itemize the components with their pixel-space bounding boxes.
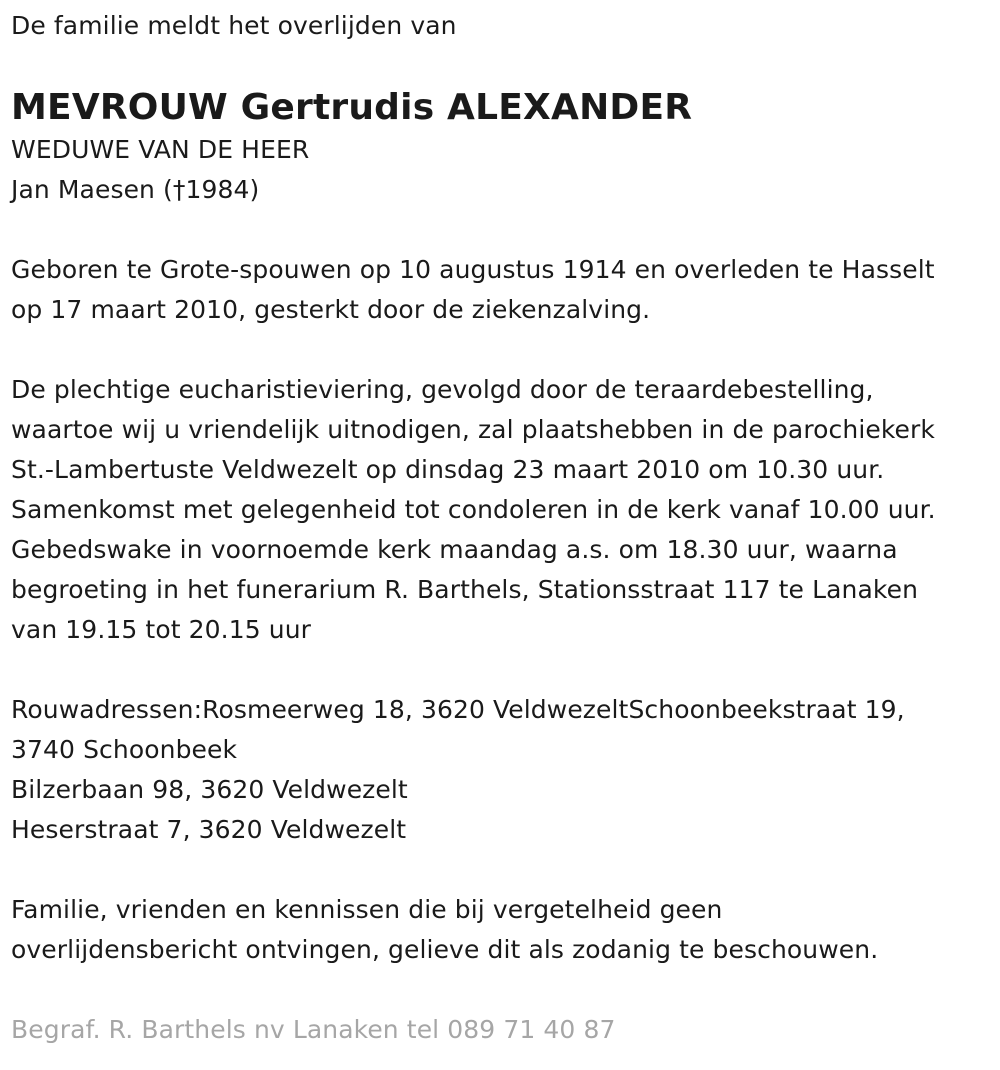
spacer xyxy=(11,850,1000,890)
paragraph-line: Geboren te Grote-spouwen op 10 augustus 1914 en overleden te Hasselt xyxy=(11,255,935,284)
intro-text: De familie meldt het overlijden van xyxy=(11,11,457,40)
address-line: Rouwadressen:Rosmeerweg 18, 3620 VeldwezeltSchoonbeekstraat 19, xyxy=(11,695,905,724)
paragraph-line: Gebedswake in voornoemde kerk maandag a.s. om 18.30 uur, waarna xyxy=(11,535,898,564)
cross-icon: † xyxy=(172,175,186,204)
ceremony-paragraph xyxy=(11,370,1000,650)
address-line: Bilzerbaan 98, 3620 Veldwezelt xyxy=(11,775,408,804)
spacer xyxy=(11,970,1000,1010)
paragraph-line: op 17 maart 2010, gesterkt door de ziekenzalving. xyxy=(11,295,651,324)
paragraph-line: overlijdensbericht ontvingen, gelieve dit als zodanig te beschouwen. xyxy=(11,935,879,964)
address-line: 3740 Schoonbeek xyxy=(11,735,238,764)
birth-death-paragraph xyxy=(11,250,1000,330)
spacer xyxy=(11,330,1000,370)
spouse-death-year: 1984) xyxy=(185,175,260,204)
paragraph-line: Samenkomst met gelegenheid tot condoleren in de kerk vanaf 10.00 uur. xyxy=(11,495,936,524)
address-line: Heserstraat 7, 3620 Veldwezelt xyxy=(11,815,407,844)
funeral-home-footer: Begraf. R. Barthels nv Lanaken tel 089 71 40 87 xyxy=(11,1015,616,1044)
spouse-name: Jan Maesen ( xyxy=(11,175,173,204)
closing-paragraph xyxy=(11,890,1000,970)
widow-of-text: WEDUWE VAN DE HEER xyxy=(11,135,310,164)
paragraph-line: De plechtige eucharistieviering, gevolgd door de teraardebestelling, xyxy=(11,375,874,404)
spacer xyxy=(11,650,1000,690)
spouse-line xyxy=(11,170,1000,210)
paragraph-line: Familie, vrienden en kennissen die bij vergetelheid geen xyxy=(11,895,723,924)
paragraph-line: van 19.15 tot 20.15 uur xyxy=(11,615,312,644)
paragraph-line: begroeting in het funerarium R. Barthels, Stationsstraat 117 te Lanaken xyxy=(11,575,919,604)
paragraph-line: waartoe wij u vriendelijk uitnodigen, zal plaatshebben in de parochiekerk xyxy=(11,415,935,444)
addresses-paragraph xyxy=(11,690,1000,850)
spacer xyxy=(11,210,1000,250)
deceased-name: MEVROUW Gertrudis ALEXANDER xyxy=(11,87,693,128)
paragraph-line: St.-Lambertuste Veldwezelt op dinsdag 23 maart 2010 om 10.30 uur. xyxy=(11,455,885,484)
